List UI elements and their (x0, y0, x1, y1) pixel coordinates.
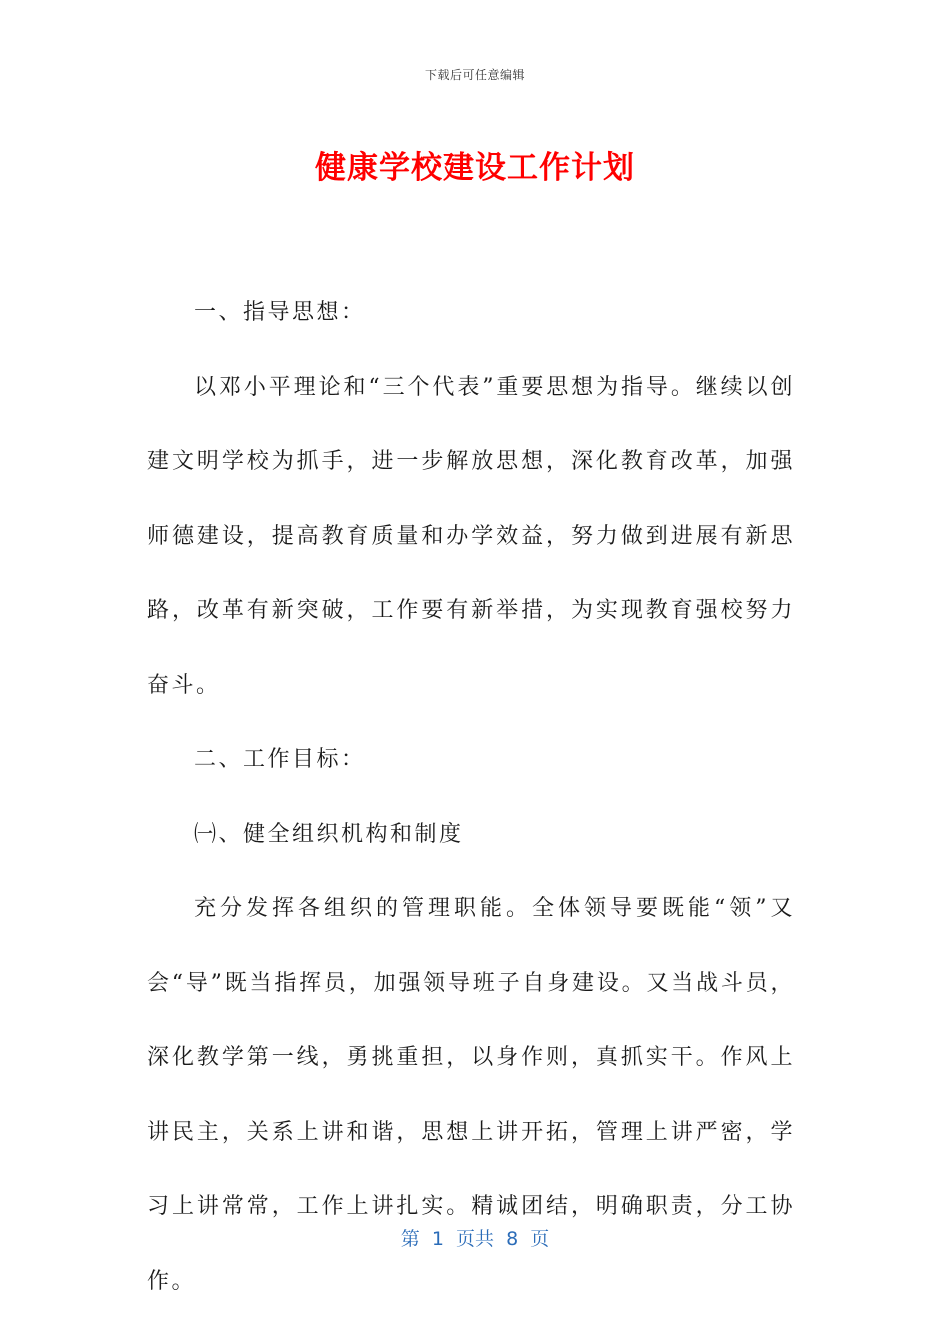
subsection-heading-organization: ㈠、健全组织机构和制度 (194, 821, 464, 847)
section-heading-work-goals: 二、工作目标： (194, 747, 366, 772)
document-title: 健康学校建设工作计划 (315, 150, 635, 186)
paragraph-guiding-ideology: 以邓小平理论和“三个代表”重要思想为指导。继续以创建文明学校为抓手，进一步解放思想，深化教育改革，加强师德建设，提高教育质量和办学效益，努力做到进展有新思路，改革有新突破，工作要有新举措，为实现教育强校努力奋斗。 (147, 374, 795, 698)
document-body (147, 276, 795, 1319)
paragraph-organization: 充分发挥各组织的管理职能。全体领导要既能“领”又会“导”既当指挥员，加强领导班子自身建设。又当战斗员，深化教学第一线，勇挑重担，以身作则，真抓实干。作风上讲民主，关系上讲和谐，思想上讲开拓，管理上讲严密，学习上讲常常，工作上讲扎实。精诚团结，明确职责，分工协作。 (147, 896, 795, 1294)
page-number-footer: 第 1 页共 8 页 (400, 1228, 550, 1250)
header-note: 下载后可任意编辑 (424, 68, 525, 82)
section-heading-guiding-ideology: 一、指导思想： (194, 300, 366, 325)
